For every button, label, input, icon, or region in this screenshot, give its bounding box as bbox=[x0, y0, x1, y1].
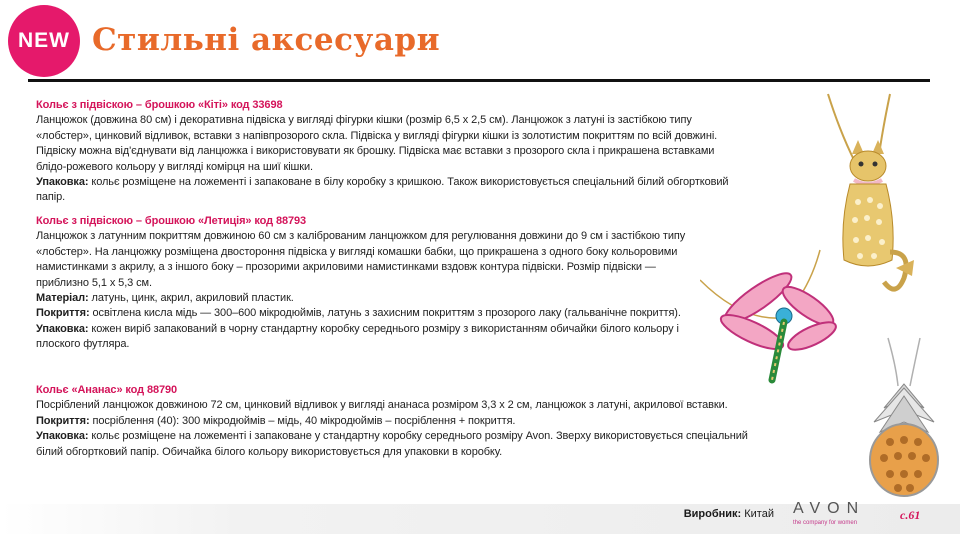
packaging-label: Упаковка: bbox=[36, 322, 89, 335]
manufacturer bbox=[684, 508, 774, 520]
page-title: Стильні аксесуари bbox=[92, 22, 441, 58]
new-badge-label: NEW bbox=[18, 29, 70, 52]
product-description: Ланцюжок з латунним покриттям довжиною 60 см з каліброваним ланцюжком для регулювання довжини до 9 см і застібкою типу «лобстер». На ланцюжку розміщена двостороння підвіска у вигляді комашки бабки, що прикрашена з одного боку кольоровими намистинками з акрилу, а з іншого боку – прозорими акриловими намистинками вздовж контура підвіски. Розмір підвіски — приблизно 5,1 х 5,3 см. bbox=[36, 230, 686, 289]
product-pineapple bbox=[36, 383, 754, 460]
packaging-label: Упаковка: bbox=[36, 176, 89, 189]
product-material bbox=[36, 291, 698, 306]
coating-label: Покриття: bbox=[36, 307, 90, 320]
product-coating bbox=[36, 306, 698, 321]
coating-text: освітлена кисла мідь — 300–600 мікродюймів, латунь з захисним покриттям з прозорого лаку (гальванічне покриття). bbox=[89, 307, 681, 320]
product-leticia bbox=[36, 214, 698, 353]
product-title: Кольє «Ананас» код 88790 bbox=[36, 384, 178, 396]
product-coating bbox=[36, 414, 754, 429]
title-divider bbox=[28, 79, 930, 82]
product-title: Кольє з підвіскою – брошкою «Кіті» код 33698 bbox=[36, 99, 283, 111]
product-description: Ланцюжок (довжина 80 см) і декоративна підвіска у вигляді фігурки кішки (розмір 6,5 х 2,5 см). Ланцюжок з латуні із застібкою типу «лобстер», цинковий відливок, вставки з напівпрозорого скла. Підвіска у вигляді фігурки кішки із золотистим покриттям по всій довжині. Підвіску можна від'єднувати від ланцюжка і використовувати як брошку. Підвіска має вставки з прозорого скла і прикрашена вставками блідо-рожевого кольору у вигляді комірця на шиї кішки. bbox=[36, 114, 718, 173]
product-description: Посріблений ланцюжок довжиною 72 см, цинковий відливок у вигляді ананаса розміром 3,3 х 2 см, ланцюжок з латуні, акрилової вставки. bbox=[36, 399, 728, 412]
product-kitty bbox=[36, 98, 742, 206]
product-title: Кольє з підвіскою – брошкою «Летиція» код 88793 bbox=[36, 215, 307, 227]
product-packaging bbox=[36, 429, 754, 460]
avon-tagline: the company for women bbox=[793, 520, 858, 526]
coating-label: Покриття: bbox=[36, 414, 90, 427]
packaging-text: кольє розміщене на ложементі і запаковане в білу коробку з кришкою. Також використовується спеціальний білий обгортковий папір. bbox=[36, 176, 729, 204]
coating-text: посріблення (40): 300 мікродюймів – мідь, 40 мікродюймів – посріблення + покриття. bbox=[89, 414, 516, 427]
material-label: Матеріал: bbox=[36, 292, 89, 305]
new-badge bbox=[8, 5, 80, 77]
product-packaging bbox=[36, 175, 742, 206]
avon-wordmark: AVON bbox=[793, 500, 866, 517]
packaging-text: кольє розміщене на ложементі і запаковане у стандартну коробку середнього розміру Avon. Зверху використовується спеціальний білий обгортковий папір. Обичайка білого кольору використовується для упаковки в коробку. bbox=[36, 430, 748, 458]
packaging-label: Упаковка: bbox=[36, 430, 89, 443]
product-packaging bbox=[36, 322, 698, 353]
pineapple-pendant-image bbox=[848, 336, 958, 506]
material-text: латунь, цинк, акрил, акриловий пластик. bbox=[88, 292, 294, 305]
dragonfly-pendant-image bbox=[700, 240, 840, 390]
page-number: с.61 bbox=[900, 508, 921, 522]
avon-logo bbox=[793, 500, 873, 534]
manufacturer-label: Виробник: bbox=[683, 508, 742, 520]
packaging-text: кожен виріб запакований в чорну стандартну коробку середнього розміру з використанням обичайки білого кольору і плоского футляра. bbox=[36, 322, 679, 351]
manufacturer-value: Китай bbox=[741, 508, 774, 520]
